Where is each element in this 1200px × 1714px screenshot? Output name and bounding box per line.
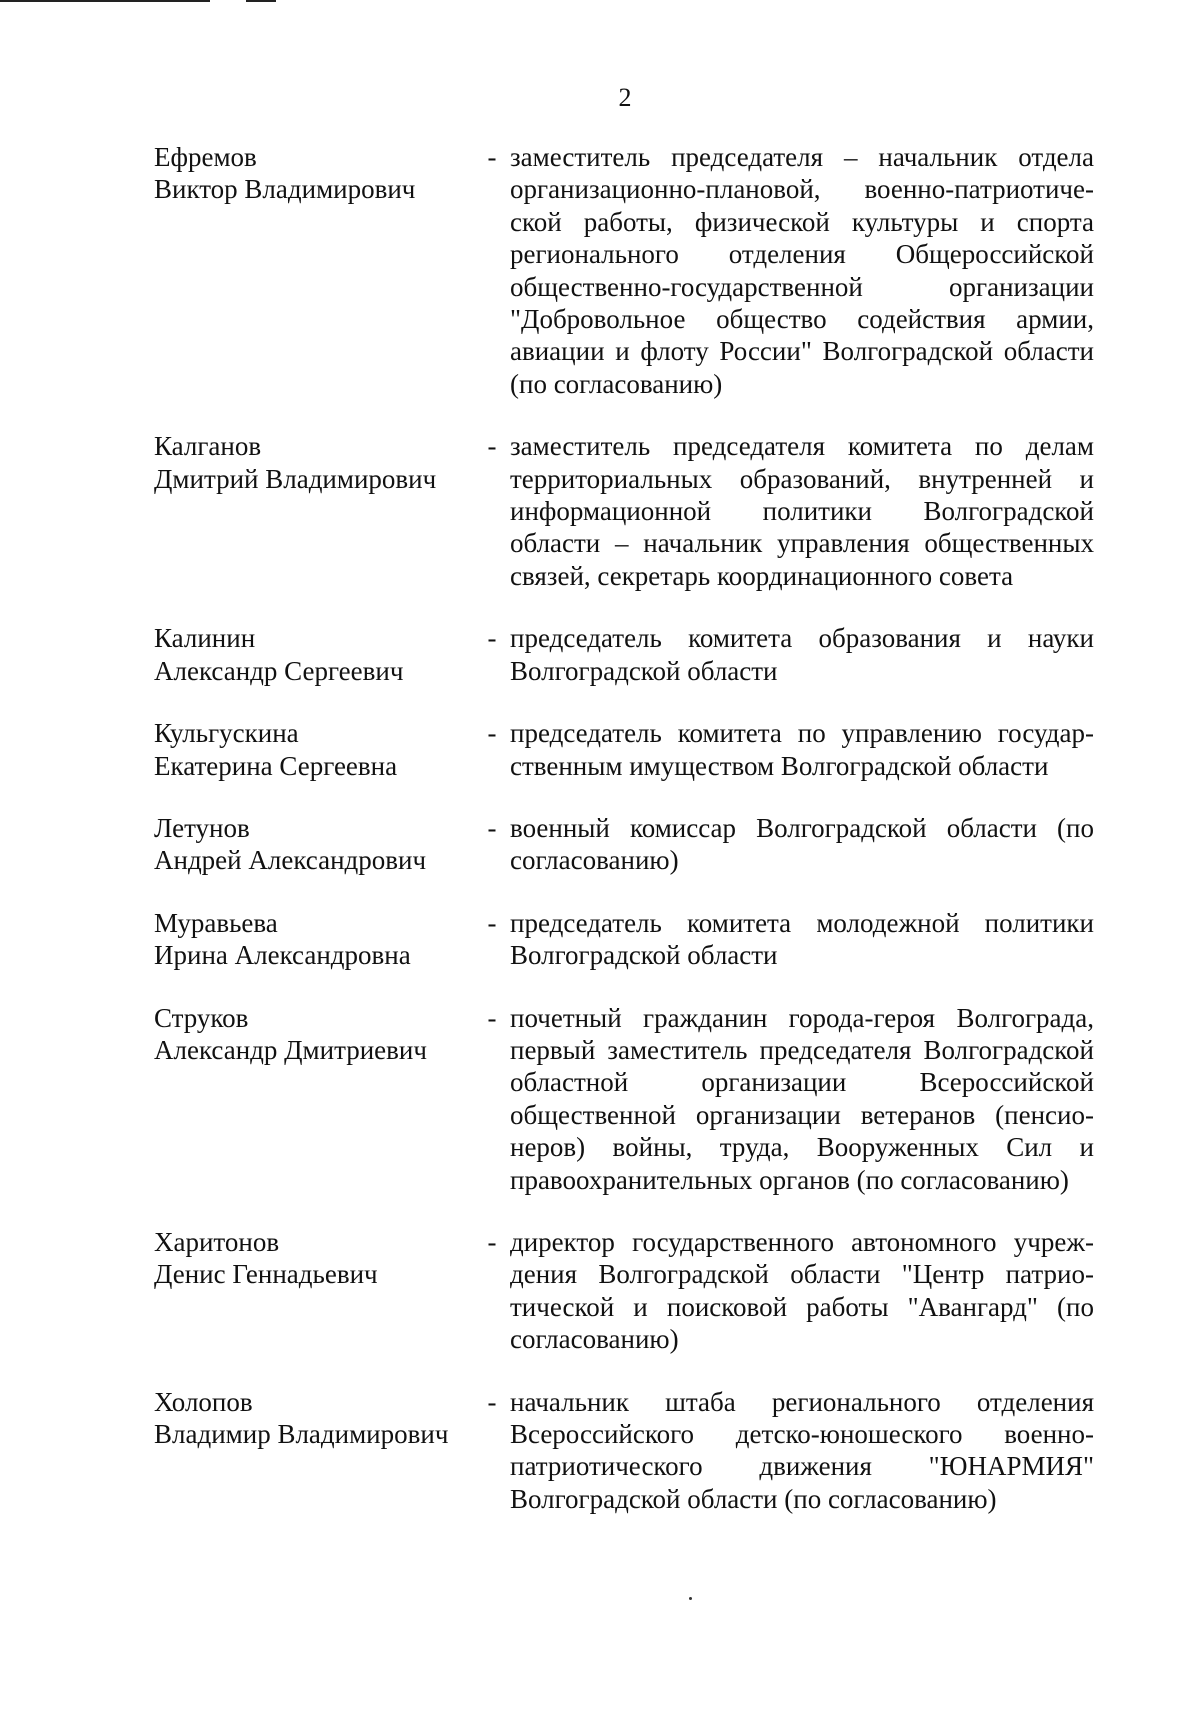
member-dash: - (487, 1386, 497, 1417)
member-role: заместитель председателя – начальник отдела организационно-плановой, военно-патриотической работы, физической культуры и спорта регионального отделения Общероссийской общественно-государственной организации "Добровольное общество содействия армии, авиации и флоту России" Волгоградской области (по согласованию) (510, 142, 1094, 399)
member-surname: Кульгускина (154, 718, 299, 749)
member-given-names: Андрей Александрович (154, 845, 427, 876)
member-surname: Калганов (154, 431, 262, 462)
member-dash: - (487, 623, 497, 654)
member-role: председатель комитета образования и науки Волгоградской области (510, 623, 1094, 686)
member-list (154, 141, 1094, 1515)
member-given-names: Виктор Владимирович (154, 174, 416, 205)
member-entry (154, 907, 1094, 972)
member-surname: Ефремов (154, 142, 257, 172)
member-role: председатель комитета по управлению государственным имуществом Волгоградской области (510, 718, 1094, 781)
member-entry (154, 1002, 1094, 1196)
member-entry (154, 1226, 1094, 1356)
member-role: начальник штаба регионального отделения Всероссийского детско-юношеского военно-патриотического движения "ЮНАРМИЯ" Волгоградской области (по согласованию) (510, 1386, 1094, 1514)
member-surname: Харитонов (154, 1226, 280, 1257)
member-entry (154, 812, 1094, 877)
member-dash: - (487, 812, 497, 843)
member-entry (154, 1386, 1094, 1516)
member-dash: - (487, 718, 497, 749)
member-role: почетный гражданин города-героя Волгограда, первый заместитель председателя Волгоградской областной организации Всероссийской общественной организации ветеранов (пенсионеров) войны, труда, Вооруженных Сил и правоохранительных органов (по согласованию) (510, 1002, 1094, 1195)
scan-edge-line (246, 0, 276, 2)
member-entry (154, 622, 1094, 687)
member-name (154, 717, 474, 782)
member-name (154, 907, 474, 972)
member-role: директор государственного автономного учреждения Волгоградской области "Центр патриотической и поисковой работы "Авангард" (по согласованию) (510, 1226, 1094, 1355)
member-given-names: Дмитрий Владимирович (154, 463, 437, 494)
scan-edge-line (0, 0, 210, 2)
member-given-names: Александр Дмитриевич (154, 1034, 427, 1065)
member-name (154, 622, 474, 687)
member-given-names: Денис Геннадьевич (154, 1259, 378, 1290)
page-number: 2 (618, 83, 632, 112)
member-dash: - (487, 1226, 497, 1257)
member-given-names: Владимир Владимирович (154, 1419, 449, 1449)
scan-dot-mark (689, 1597, 692, 1600)
member-role: заместитель председателя комитета по делам территориальных образований, внутренней и информационной политики Волгоградской области – начальник управления общественных связей, секретарь координационного совета (510, 431, 1094, 591)
member-role: председатель комитета молодежной политики Волгоградской области (510, 907, 1094, 971)
member-role: военный комиссар Волгоградской области (по согласованию) (510, 812, 1094, 876)
member-surname: Летунов (154, 812, 250, 843)
member-given-names: Екатерина Сергеевна (154, 750, 398, 781)
member-surname: Калинин (154, 623, 256, 654)
member-surname: Струков (154, 1002, 249, 1033)
member-entry (154, 717, 1094, 782)
member-dash: - (487, 431, 497, 462)
member-name (154, 1002, 474, 1196)
member-surname: Муравьева (154, 907, 278, 938)
member-dash: - (487, 1002, 497, 1033)
member-given-names: Александр Сергеевич (154, 655, 404, 686)
member-dash: - (487, 907, 497, 938)
member-entry (154, 430, 1094, 592)
member-dash: - (487, 142, 497, 172)
member-surname: Холопов (154, 1386, 253, 1417)
member-given-names: Ирина Александровна (154, 940, 411, 971)
member-name (154, 430, 474, 592)
member-name (154, 812, 474, 877)
member-name (154, 141, 474, 400)
member-name (154, 1226, 474, 1356)
member-name (154, 1386, 474, 1516)
member-entry (154, 141, 1094, 400)
